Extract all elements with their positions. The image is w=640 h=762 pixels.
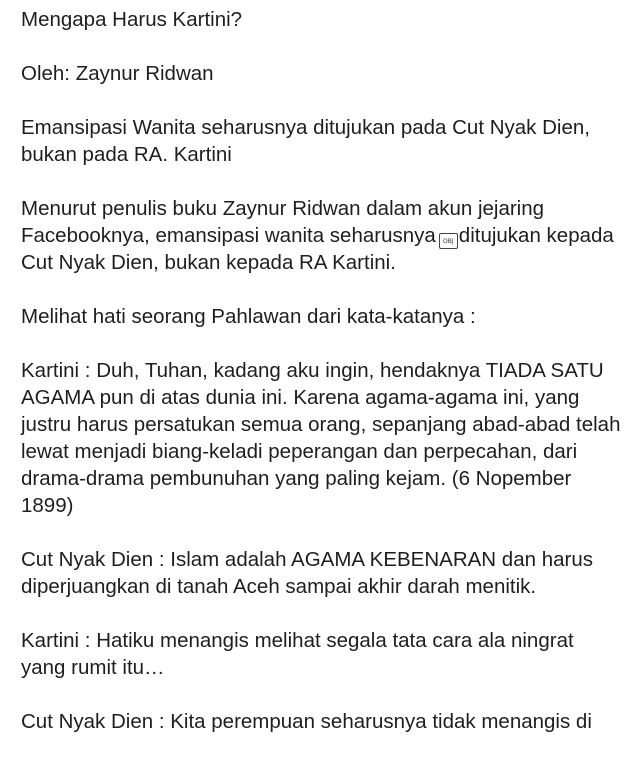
intro-text-after: ditujukan kepada Cut Nyak Dien, bukan kepada RA Kartini. bbox=[21, 224, 614, 274]
quote-kartini-1: Kartini : Duh, Tuhan, kadang aku ingin, hendaknya TIADA SATU AGAMA pun di atas dunia ini. Karena agama-agama ini, yang justru harus persatukan semua orang, sepanjang abad-abad telah lewat menjadi biang-keladi peperangan dan perpecahan, dari drama-drama pembunuhan yang paling kejam. (6 Nopember 1899) bbox=[21, 359, 621, 517]
article-lead: Emansipasi Wanita seharusnya ditujukan pada Cut Nyak Dien, bukan pada RA. Kartini bbox=[21, 116, 590, 166]
intro-text-before: Menurut penulis buku Zaynur Ridwan dalam akun jejaring Facebooknya, emansipasi wanita seharusnya bbox=[21, 197, 545, 247]
article-author: Oleh: Zaynur Ridwan bbox=[21, 62, 214, 85]
article-intro-paragraph bbox=[21, 195, 621, 276]
article-body bbox=[21, 6, 621, 762]
object-placeholder-icon: OBJ bbox=[439, 233, 458, 249]
quote-cut-nyak-dien-2: Cut Nyak Dien : Kita perempuan seharusnya tidak menangis di bbox=[21, 710, 592, 733]
quote-kartini-2: Kartini : Hatiku menangis melihat segala tata cara ala ningrat yang rumit itu… bbox=[21, 629, 574, 679]
quote-intro: Melihat hati seorang Pahlawan dari kata-katanya : bbox=[21, 305, 476, 328]
article-title: Mengapa Harus Kartini? bbox=[21, 8, 243, 31]
quote-cut-nyak-dien-1: Cut Nyak Dien : Islam adalah AGAMA KEBENARAN dan harus diperjuangkan di tanah Aceh sampai akhir darah menitik. bbox=[21, 548, 593, 598]
